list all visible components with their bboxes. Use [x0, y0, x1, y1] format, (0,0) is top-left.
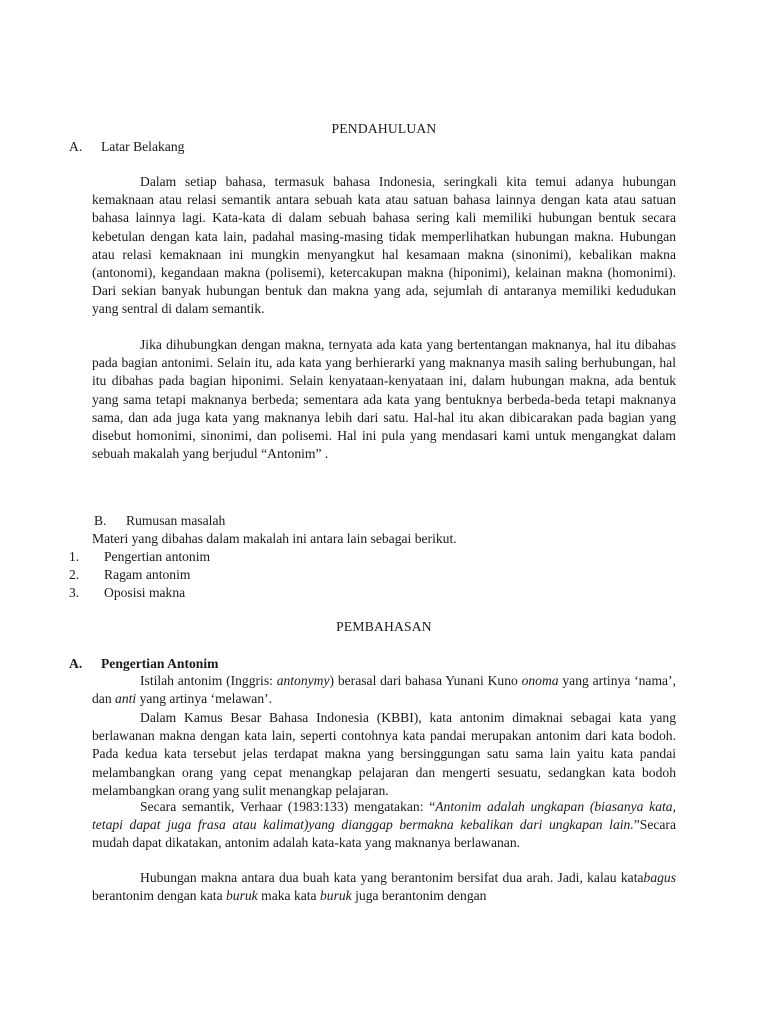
paragraph-pengertian-1: Istilah antonim (Inggris: antonymy) berasal dari bahasa Yunani Kuno onoma yang artinya ‘nama’, dan anti yang artinya ‘melawan’. — [92, 673, 676, 707]
section-b-marker: B. — [94, 513, 107, 528]
paragraph-pengertian-3: Secara semantik, Verhaar (1983:133) mengatakan: “Antonim adalah ungkapan (biasanya kata, tetapi dapat juga frasa atau kalimat)yang dianggap bermakna kebalikan dari ungkapan lain.”Secara mudah dapat dikatakan, antonim adalah kata-kata yang maknanya berlawanan. — [92, 799, 676, 851]
problem-number: 3. — [69, 585, 80, 600]
problem-item: Oposisi makna — [104, 585, 186, 600]
problem-item: Ragam antonim — [104, 567, 191, 582]
discussion-a-label: Pengertian Antonim — [101, 656, 219, 671]
section-a-marker: A. — [69, 139, 83, 154]
paragraph-pengertian-2: Dalam Kamus Besar Bahasa Indonesia (KBBI), kata antonim dimaknai sebagai kata yang berlawanan makna dengan kata lain, seperti contohnya kata pandai merupakan antonim dari kata bodoh. Pada kedua kata tersebut jelas terdapat makna yang bersinggungan satu sama lain yaitu kata pandai melambangkan orang yang cepat menangkap pelajaran dan mengerti sesuatu, sedangkan kata bodoh melambangkan orang yang sulit menangkap pelajaran. — [92, 710, 676, 798]
title-pendahuluan: PENDAHULUAN — [331, 121, 437, 136]
section-a-label: Latar Belakang — [101, 139, 185, 154]
title-pembahasan: PEMBAHASAN — [336, 619, 432, 634]
problem-item: Pengertian antonim — [104, 549, 211, 564]
paragraph-latar-belakang-1: Dalam setiap bahasa, termasuk bahasa Indonesia, seringkali kita temui adanya hubungan kemaknaan atau relasi semantik antara sebuah kata atau satuan bahasa lainnya dengan kata atau satuan bahasa lainnya lagi. Kata-kata di dalam sebuah bahasa sering kali memiliki hubungan bentuk secara kebetulan dengan kata lain, padahal masing-masing tidak memperlihatkan hubungan makna. Hubungan atau relasi kemaknaan ini mungkin menyangkut hal kesamaan makna (sinonimi), kebalikan makna (antonomi), kegandaan makna (polisemi), ketercakupan makna (hiponimi), kelainan makna (homonimi). Dari sekian banyak hubungan bentuk dan makna yang ada, sejumlah di antaranya memiliki kedudukan yang sentral di dalam semantik. — [92, 174, 676, 317]
problem-intro: Materi yang dibahas dalam makalah ini antara lain sebagai berikut. — [92, 531, 457, 546]
discussion-a-marker: A. — [69, 656, 83, 671]
section-b-label: Rumusan masalah — [126, 513, 226, 528]
problem-number: 1. — [69, 549, 80, 564]
paragraph-latar-belakang-2: Jika dihubungkan dengan makna, ternyata ada kata yang bertentangan maknanya, hal itu dibahas pada bagian antonimi. Selain itu, ada kata yang berhierarki yang maknanya masih saling berhubungan, hal itu dibahas pada bagian hiponimi. Selain kenyataan-kenyataan ini, dalam hubungan makna, ada bentuk yang sama tetapi maknanya berbeda; sementara ada kata yang bentuknya berbeda-beda tetapi maknanya sama, dan ada juga kata yang maknanya lebih dari satu. Hal-hal itu akan dibicarakan pada bagian yang disebut homonimi, sinonimi, dan polisemi. Hal ini pula yang mendasari kami untuk mengangkat dalam sebuah makalah yang berjudul “Antonim” . — [92, 337, 676, 462]
paragraph-pengertian-4: Hubungan makna antara dua buah kata yang berantonim bersifat dua arah. Jadi, kalau katabagus berantonim dengan kata buruk maka kata buruk juga berantonim dengan — [92, 870, 676, 904]
problem-number: 2. — [69, 567, 80, 582]
